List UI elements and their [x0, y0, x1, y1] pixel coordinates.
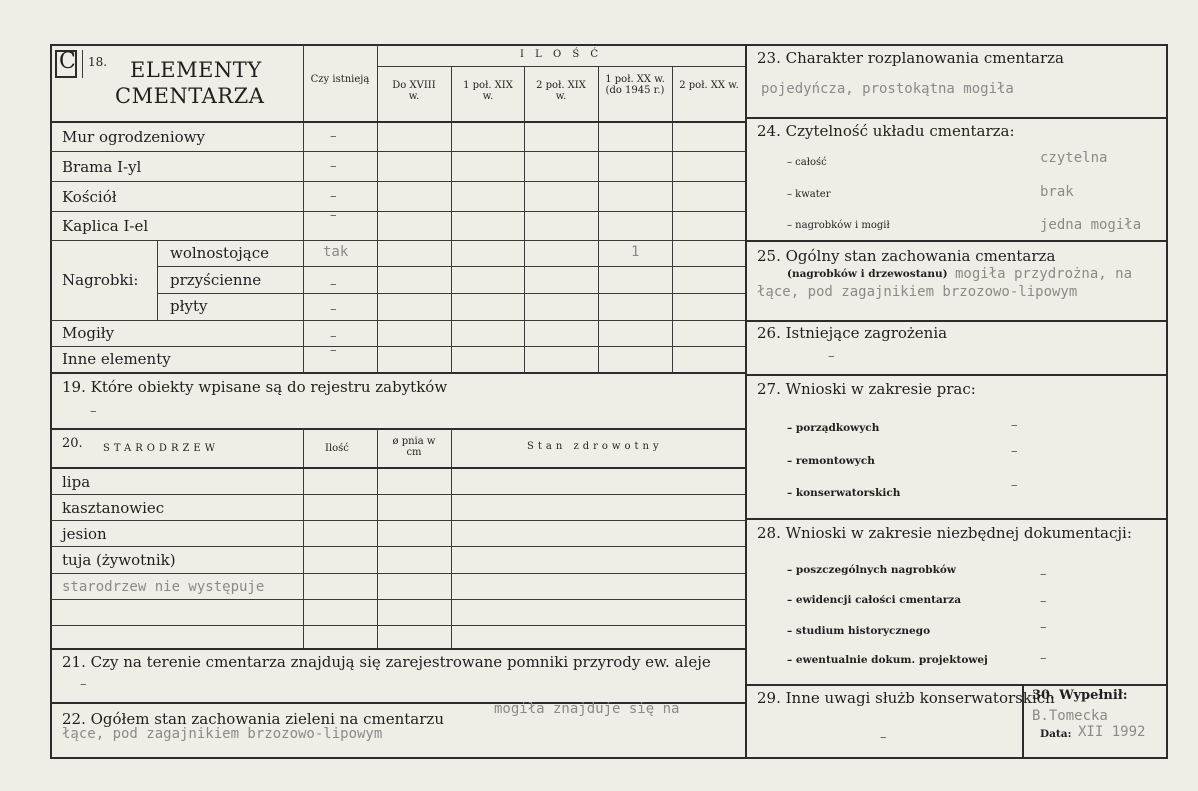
section20-number: 20.	[62, 436, 83, 451]
row-label-mur: Mur ogrodzeniowy	[62, 128, 205, 146]
section20-note: starodrzew nie występuje	[62, 579, 265, 595]
section22-label: 22. Ogółem stan zachowania zieleni na cmentarzu	[62, 710, 444, 728]
exists-kaplica: –	[330, 208, 337, 223]
section20-col-diameter: ø pnia w cm	[392, 436, 436, 458]
row-label-mogily: Mogiły	[62, 324, 115, 342]
section24-label: 24. Czytelność układu cmentarza:	[757, 122, 1015, 140]
s26-top-rule	[745, 320, 1168, 322]
exists-inne: –	[330, 343, 337, 358]
row-label-nagrobki: Nagrobki:	[62, 271, 139, 289]
s20-header-rule	[50, 467, 745, 469]
s24-top-rule	[745, 117, 1168, 119]
section30-label: 30. Wypełnił:	[1032, 688, 1128, 703]
exists-mogily: –	[330, 329, 337, 344]
col-period-2: 1 poł. XIX w.	[463, 80, 513, 102]
s27-value-konserwatorskich: –	[1011, 478, 1018, 493]
s20-col-sep	[451, 428, 452, 648]
section18-box-letter-text: C	[59, 49, 76, 74]
section25-value-line1: mogiła przydrożna, na	[955, 266, 1133, 282]
col-period-1: Do XVIII w.	[392, 80, 436, 102]
s20-row-rule	[50, 546, 745, 547]
exists-kosciol: –	[330, 189, 337, 204]
section23-value: pojedyńcza, prostokątna mogiła	[761, 81, 1014, 97]
exists-brama: –	[330, 159, 337, 174]
section26-label: 26. Istniejące zagrożenia	[757, 324, 948, 342]
s18-col-sep	[598, 66, 599, 372]
section29-number	[757, 689, 1055, 707]
s24-value-kwater: brak	[1040, 184, 1074, 200]
s25-top-rule	[745, 240, 1168, 242]
s28-item-nagrobkow: – poszczególnych nagrobków	[787, 564, 956, 576]
s20-row-rule	[50, 573, 745, 574]
ilosc-rule	[377, 66, 745, 67]
s27-value-remontowych: –	[1011, 444, 1018, 459]
s20-row-rule	[50, 599, 745, 600]
s27-top-rule	[745, 374, 1168, 376]
s18-row-rule	[157, 266, 745, 267]
section26-value: –	[828, 349, 835, 364]
section22-value-line2: łące, pod zagajnikiem brzozowo-lipowym	[62, 726, 383, 742]
s28-value-studium: –	[1040, 620, 1047, 635]
row-label-przyscienne: przyścienne	[170, 271, 262, 289]
s28-item-studium: – studium historycznego	[787, 625, 931, 637]
col-period-4: 1 poł. XX w. (do 1945 r.)	[605, 74, 665, 96]
s28-value-ewidencji: –	[1040, 594, 1047, 609]
s18-row-rule	[50, 320, 745, 321]
col-period-5: 2 poł. XX w.	[679, 80, 739, 91]
s24-item-kwater: – kwater	[787, 189, 831, 200]
section19-value: –	[90, 404, 97, 419]
s28-item-projektowej: – ewentualnie dokum. projektowej	[787, 654, 988, 666]
exists-wolnostojace: tak	[323, 244, 349, 260]
section30-date-label: Data:	[1040, 728, 1072, 740]
s18-row-rule	[50, 181, 745, 182]
section20-title: STARODRZEW	[103, 443, 219, 454]
row-label-brama: Brama I-yl	[62, 158, 142, 176]
section28-label: 28. Wnioski w zakresie niezbędnej dokumentacji:	[757, 524, 1132, 542]
s20-col-sep	[303, 428, 304, 648]
ilosc-header: I L O Ś Ć	[520, 49, 603, 60]
section19-label: 19. Które obiekty wpisane są do rejestru zabytków	[62, 378, 448, 396]
s18-row-rule	[157, 293, 745, 294]
s18-row-rule	[50, 211, 745, 212]
col-exists-header: Czy istnieją	[310, 74, 370, 85]
s20-row-rule	[50, 494, 745, 495]
section29-value: –	[880, 730, 887, 745]
s28-value-projektowej: –	[1040, 651, 1047, 666]
section23-label: 23. Charakter rozplanowania cmentarza	[757, 49, 1064, 67]
s24-item-calosc: – całość	[787, 157, 827, 168]
s18-row-rule	[50, 346, 745, 347]
section30-date-value: XII 1992	[1078, 724, 1146, 740]
tree-kasztanowiec: kasztanowiec	[62, 499, 165, 517]
s27-item-remontowych: – remontowych	[787, 455, 875, 467]
section27-label: 27. Wnioski w zakresie prac:	[757, 380, 976, 398]
section20-col-count: Ilość	[325, 443, 349, 454]
s20-row-rule	[50, 520, 745, 521]
exists-przyscienne: –	[330, 277, 337, 292]
row-label-inne: Inne elementy	[62, 350, 171, 368]
s20-top-rule	[50, 428, 745, 430]
s18-col-sep	[303, 44, 304, 372]
section25-value-line2: łące, pod zagajnikiem brzozowo-lipowym	[757, 284, 1078, 300]
s18-row-rule	[50, 151, 745, 152]
s27-value-porzadkowych: –	[1011, 418, 1018, 433]
section18-title-line1: ELEMENTY	[130, 58, 262, 82]
s27-item-konserwatorskich: – konserwatorskich	[787, 487, 901, 499]
col-period-3: 2 poł. XIX w.	[536, 80, 586, 102]
section25-sublabel: (nagrobków i drzewostanu)	[787, 268, 948, 280]
section18-title-line2: CMENTARZA	[115, 84, 265, 108]
section21-value: –	[80, 677, 87, 692]
s18-col-sep	[524, 66, 525, 372]
section29-label: 29. Inne uwagi służb konserwatorskich	[757, 689, 1055, 707]
section18-box-rule	[82, 50, 83, 78]
s24-item-nagrobkow: – nagrobków i mogił	[787, 220, 890, 231]
section22-value-line1: mogiła znajduje się na	[494, 701, 680, 717]
s24-value-calosc: czytelna	[1040, 150, 1108, 166]
section18-number: 18.	[88, 55, 108, 69]
s18-col-sep	[451, 66, 452, 372]
s20-col-sep	[377, 428, 378, 648]
s21-top-rule	[50, 648, 745, 650]
tree-lipa: lipa	[62, 473, 91, 491]
section20-col-health: Stan zdrowotny	[527, 441, 663, 452]
s29-top-rule	[745, 684, 1168, 686]
section21-label: 21. Czy na terenie cmentarza znajdują się zarejestrowane pomniki przyrody ew. aleje	[62, 653, 711, 671]
s19-top-rule	[50, 372, 745, 374]
s18-col-sep	[672, 66, 673, 372]
row-label-kaplica: Kaplica I-el	[62, 217, 149, 235]
center-divider	[745, 44, 747, 759]
section30-name: B.Tomecka	[1032, 708, 1108, 724]
s27-item-porzadkowych: – porządkowych	[787, 422, 880, 434]
nagrobki-divider	[157, 240, 158, 320]
row-label-wolnostojace: wolnostojące	[170, 244, 269, 262]
s28-top-rule	[745, 518, 1168, 520]
exists-mur: –	[330, 129, 337, 144]
s18-row-rule	[50, 240, 745, 241]
s20-row-rule	[50, 625, 745, 626]
tree-jesion: jesion	[62, 525, 107, 543]
tree-tuja: tuja (żywotnik)	[62, 551, 176, 569]
s28-item-ewidencji: – ewidencji całości cmentarza	[787, 594, 962, 606]
s18-header-rule	[50, 121, 745, 123]
row-label-plyty: płyty	[170, 297, 208, 315]
exists-plyty: –	[330, 302, 337, 317]
s28-value-nagrobkow: –	[1040, 567, 1047, 582]
section25-label: 25. Ogólny stan zachowania cmentarza	[757, 247, 1056, 265]
s24-value-nagrobkow: jedna mogiła	[1040, 217, 1142, 233]
row-label-kosciol: Kościół	[62, 188, 117, 206]
count-wolnostojace-p4: 1	[631, 244, 640, 260]
s18-col-sep	[377, 44, 378, 372]
